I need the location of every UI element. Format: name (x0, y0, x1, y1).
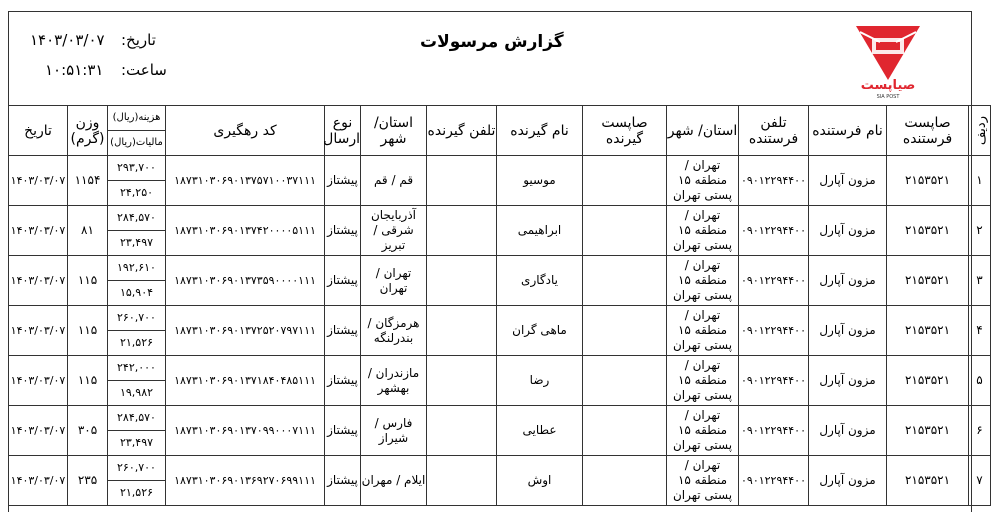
cell-send-type: پیشتاز (325, 156, 361, 206)
cell-send-type: پیشتاز (325, 256, 361, 306)
cell-weight: ۳۰۵ (68, 406, 108, 456)
cell-tax-value: ۲۴,۲۵۰ (119, 186, 154, 199)
col-destination: استان/ شهر (361, 106, 427, 156)
cell-destination: ایلام / مهران (361, 456, 427, 506)
sayapost-logo (852, 20, 924, 100)
cell-tracking: ۱۸۷۳۱۰۳۰۶۹۰۱۳۷۵۷۱۰۰۳۷۱۱۱ (166, 156, 325, 206)
cell-cost (108, 456, 166, 506)
col-tracking: کد رهگیری (166, 106, 325, 156)
cell-cost (108, 206, 166, 256)
cell-date: ۱۴۰۳/۰۳/۰۷ (9, 306, 68, 356)
col-cost-bottom: مالیات(ریال) (110, 137, 163, 148)
col-sender-phone: تلفن فرستنده (739, 106, 809, 156)
cell-receiver-sayapost (583, 456, 667, 506)
table-header-row (9, 106, 991, 156)
cell-weight: ۸۱ (68, 206, 108, 256)
cell-destination: قم / قم (361, 156, 427, 206)
cell-tax-value: ۱۹,۹۸۲ (119, 386, 154, 399)
col-send-type: نوع ارسال (325, 106, 361, 156)
col-sender-name: نام فرستنده (809, 106, 887, 156)
cell-weight: ۲۳۵ (68, 456, 108, 506)
cell-date: ۱۴۰۳/۰۳/۰۷ (9, 206, 68, 256)
cell-idx: ۱ (969, 156, 991, 206)
col-cost-top: هزینه(ریال) (108, 106, 165, 131)
col-receiver-sayapost: صاپست گیرنده (583, 106, 667, 156)
cell-cost-value: ۲۶۰,۷۰۰ (108, 456, 165, 481)
cell-date: ۱۴۰۳/۰۳/۰۷ (9, 356, 68, 406)
cell-sender-phone: ۰۹۰۱۲۲۹۴۴۰۰ (739, 156, 809, 206)
cell-send-type: پیشتاز (325, 406, 361, 456)
logo-text: صیاپست (860, 78, 916, 93)
cell-tracking: ۱۸۷۳۱۰۳۰۶۹۰۱۳۷۳۵۹۰۰۰۰۱۱۱ (166, 256, 325, 306)
cell-tracking: ۱۸۷۳۱۰۳۰۶۹۰۱۳۷۰۹۹۰۰۰۷۱۱۱ (166, 406, 325, 456)
cell-tax-value: ۲۱,۵۲۶ (119, 486, 154, 499)
table-row (9, 356, 991, 406)
col-date: تاریخ (9, 106, 68, 156)
cell-idx: ۲ (969, 206, 991, 256)
cell-tax-value: ۱۵,۹۰۴ (119, 286, 154, 299)
cell-receiver-phone (427, 256, 497, 306)
cell-cost (108, 156, 166, 206)
table-row (9, 306, 991, 356)
cell-sender-phone: ۰۹۰۱۲۲۹۴۴۰۰ (739, 206, 809, 256)
cell-idx: ۴ (969, 306, 991, 356)
table-row (9, 456, 991, 506)
cell-receiver-phone (427, 156, 497, 206)
cell-sender-name: مزون آپارل (809, 256, 887, 306)
cell-receiver-sayapost (583, 156, 667, 206)
cell-receiver-phone (427, 356, 497, 406)
cell-date: ۱۴۰۳/۰۳/۰۷ (9, 156, 68, 206)
cell-send-type: پیشتاز (325, 206, 361, 256)
cell-sender-phone: ۰۹۰۱۲۲۹۴۴۰۰ (739, 406, 809, 456)
col-row: ردیف (969, 106, 991, 156)
cell-cost (108, 356, 166, 406)
cell-cost-value: ۲۴۲,۰۰۰ (108, 356, 165, 381)
cell-receiver-name: موسیو (497, 156, 583, 206)
cell-receiver-name: رضا (497, 356, 583, 406)
cell-origin: تهران / منطقه ۱۵ پستی تهران (667, 156, 739, 206)
cell-weight: ۱۱۵ (68, 356, 108, 406)
cell-receiver-phone (427, 406, 497, 456)
cell-sender-name: مزون آپارل (809, 456, 887, 506)
cell-tax-value: ۲۳,۴۹۷ (119, 436, 154, 449)
cell-idx: ۷ (969, 456, 991, 506)
table-row (9, 406, 991, 456)
cell-sender-name: مزون آپارل (809, 406, 887, 456)
cell-cost-value: ۲۸۴,۵۷۰ (108, 206, 165, 231)
cell-origin: تهران / منطقه ۱۵ پستی تهران (667, 356, 739, 406)
cell-tracking: ۱۸۷۳۱۰۳۰۶۹۰۱۳۷۱۸۴۰۴۸۵۱۱۱ (166, 356, 325, 406)
cell-origin: تهران / منطقه ۱۵ پستی تهران (667, 306, 739, 356)
col-cost (108, 106, 166, 156)
cell-sender-sayapost: ۲۱۵۳۵۲۱ (887, 356, 969, 406)
cell-tracking: ۱۸۷۳۱۰۳۰۶۹۰۱۳۷۲۵۲۰۷۹۷۱۱۱ (166, 306, 325, 356)
cell-destination: مازندران / بهشهر (361, 356, 427, 406)
cell-cost (108, 256, 166, 306)
cell-receiver-phone (427, 456, 497, 506)
col-receiver-name: نام گیرنده (497, 106, 583, 156)
cell-sender-phone: ۰۹۰۱۲۲۹۴۴۰۰ (739, 256, 809, 306)
cell-destination: فارس / شیراز (361, 406, 427, 456)
date-value: ۱۴۰۳/۰۳/۰۷ (30, 31, 105, 49)
cell-receiver-sayapost (583, 306, 667, 356)
cell-sender-name: مزون آپارل (809, 306, 887, 356)
cell-origin: تهران / منطقه ۱۵ پستی تهران (667, 456, 739, 506)
cell-date: ۱۴۰۳/۰۳/۰۷ (9, 406, 68, 456)
cell-receiver-sayapost (583, 406, 667, 456)
cell-tracking: ۱۸۷۳۱۰۳۰۶۹۰۱۳۶۹۲۷۰۶۹۹۱۱۱ (166, 456, 325, 506)
cell-date: ۱۴۰۳/۰۳/۰۷ (9, 456, 68, 506)
cell-cost-value: ۲۶۰,۷۰۰ (108, 306, 165, 331)
cell-receiver-name: اوش (497, 456, 583, 506)
date-label: تاریخ: (121, 31, 156, 49)
cell-cost-value: ۱۹۲,۶۱۰ (108, 256, 165, 281)
cell-idx: ۵ (969, 356, 991, 406)
cell-receiver-name: ماهی گران (497, 306, 583, 356)
cell-origin: تهران / منطقه ۱۵ پستی تهران (667, 406, 739, 456)
cell-origin: تهران / منطقه ۱۵ پستی تهران (667, 206, 739, 256)
cell-tax-value: ۲۳,۴۹۷ (119, 236, 154, 249)
time-label: ساعت: (121, 61, 167, 79)
table-row (9, 156, 991, 206)
cell-sender-sayapost: ۲۱۵۳۵۲۱ (887, 156, 969, 206)
cell-sender-sayapost: ۲۱۵۳۵۲۱ (887, 306, 969, 356)
cell-sender-sayapost: ۲۱۵۳۵۲۱ (887, 256, 969, 306)
cell-sender-name: مزون آپارل (809, 156, 887, 206)
col-weight: وزن (گرم) (68, 106, 108, 156)
cell-weight: ۱۱۵۴ (68, 156, 108, 206)
cell-sender-phone: ۰۹۰۱۲۲۹۴۴۰۰ (739, 356, 809, 406)
cell-receiver-name: عطایی (497, 406, 583, 456)
cell-weight: ۱۱۵ (68, 306, 108, 356)
cell-weight: ۱۱۵ (68, 256, 108, 306)
cell-send-type: پیشتاز (325, 356, 361, 406)
cell-destination: آذربایجان شرقی / تبریز (361, 206, 427, 256)
shipments-table (8, 105, 991, 506)
cell-destination: تهران / تهران (361, 256, 427, 306)
cell-date: ۱۴۰۳/۰۳/۰۷ (9, 256, 68, 306)
cell-receiver-name: ابراهیمی (497, 206, 583, 256)
cell-sender-sayapost: ۲۱۵۳۵۲۱ (887, 206, 969, 256)
cell-receiver-sayapost (583, 256, 667, 306)
cell-cost-value: ۲۸۴,۵۷۰ (108, 406, 165, 431)
col-sender-sayapost: صاپست فرستنده (887, 106, 969, 156)
logo-subtext: SIA POST (876, 94, 900, 100)
cell-idx: ۶ (969, 406, 991, 456)
table-row (9, 256, 991, 306)
cell-cost (108, 406, 166, 456)
cell-send-type: پیشتاز (325, 456, 361, 506)
page-title: گزارش مرسولات (420, 32, 564, 52)
cell-receiver-phone (427, 206, 497, 256)
cell-origin: تهران / منطقه ۱۵ پستی تهران (667, 256, 739, 306)
cell-idx: ۳ (969, 256, 991, 306)
cell-tracking: ۱۸۷۳۱۰۳۰۶۹۰۱۳۷۴۲۰۰۰۰۵۱۱۱ (166, 206, 325, 256)
table-row (9, 206, 991, 256)
cell-sender-sayapost: ۲۱۵۳۵۲۱ (887, 456, 969, 506)
cell-destination: هرمزگان / بندرلنگه (361, 306, 427, 356)
col-origin: استان/ شهر (667, 106, 739, 156)
cell-send-type: پیشتاز (325, 306, 361, 356)
cell-receiver-name: یادگاری (497, 256, 583, 306)
cell-sender-phone: ۰۹۰۱۲۲۹۴۴۰۰ (739, 306, 809, 356)
cell-sender-sayapost: ۲۱۵۳۵۲۱ (887, 406, 969, 456)
cell-receiver-phone (427, 306, 497, 356)
cell-receiver-sayapost (583, 356, 667, 406)
time-value: ۱۰:۵۱:۳۱ (45, 61, 104, 79)
cell-cost (108, 306, 166, 356)
cell-tax-value: ۲۱,۵۲۶ (119, 336, 154, 349)
cell-sender-name: مزون آپارل (809, 356, 887, 406)
col-receiver-phone: تلفن گیرنده (427, 106, 497, 156)
cell-sender-phone: ۰۹۰۱۲۲۹۴۴۰۰ (739, 456, 809, 506)
cell-sender-name: مزون آپارل (809, 206, 887, 256)
cell-receiver-sayapost (583, 206, 667, 256)
cell-cost-value: ۲۹۳,۷۰۰ (108, 156, 165, 181)
